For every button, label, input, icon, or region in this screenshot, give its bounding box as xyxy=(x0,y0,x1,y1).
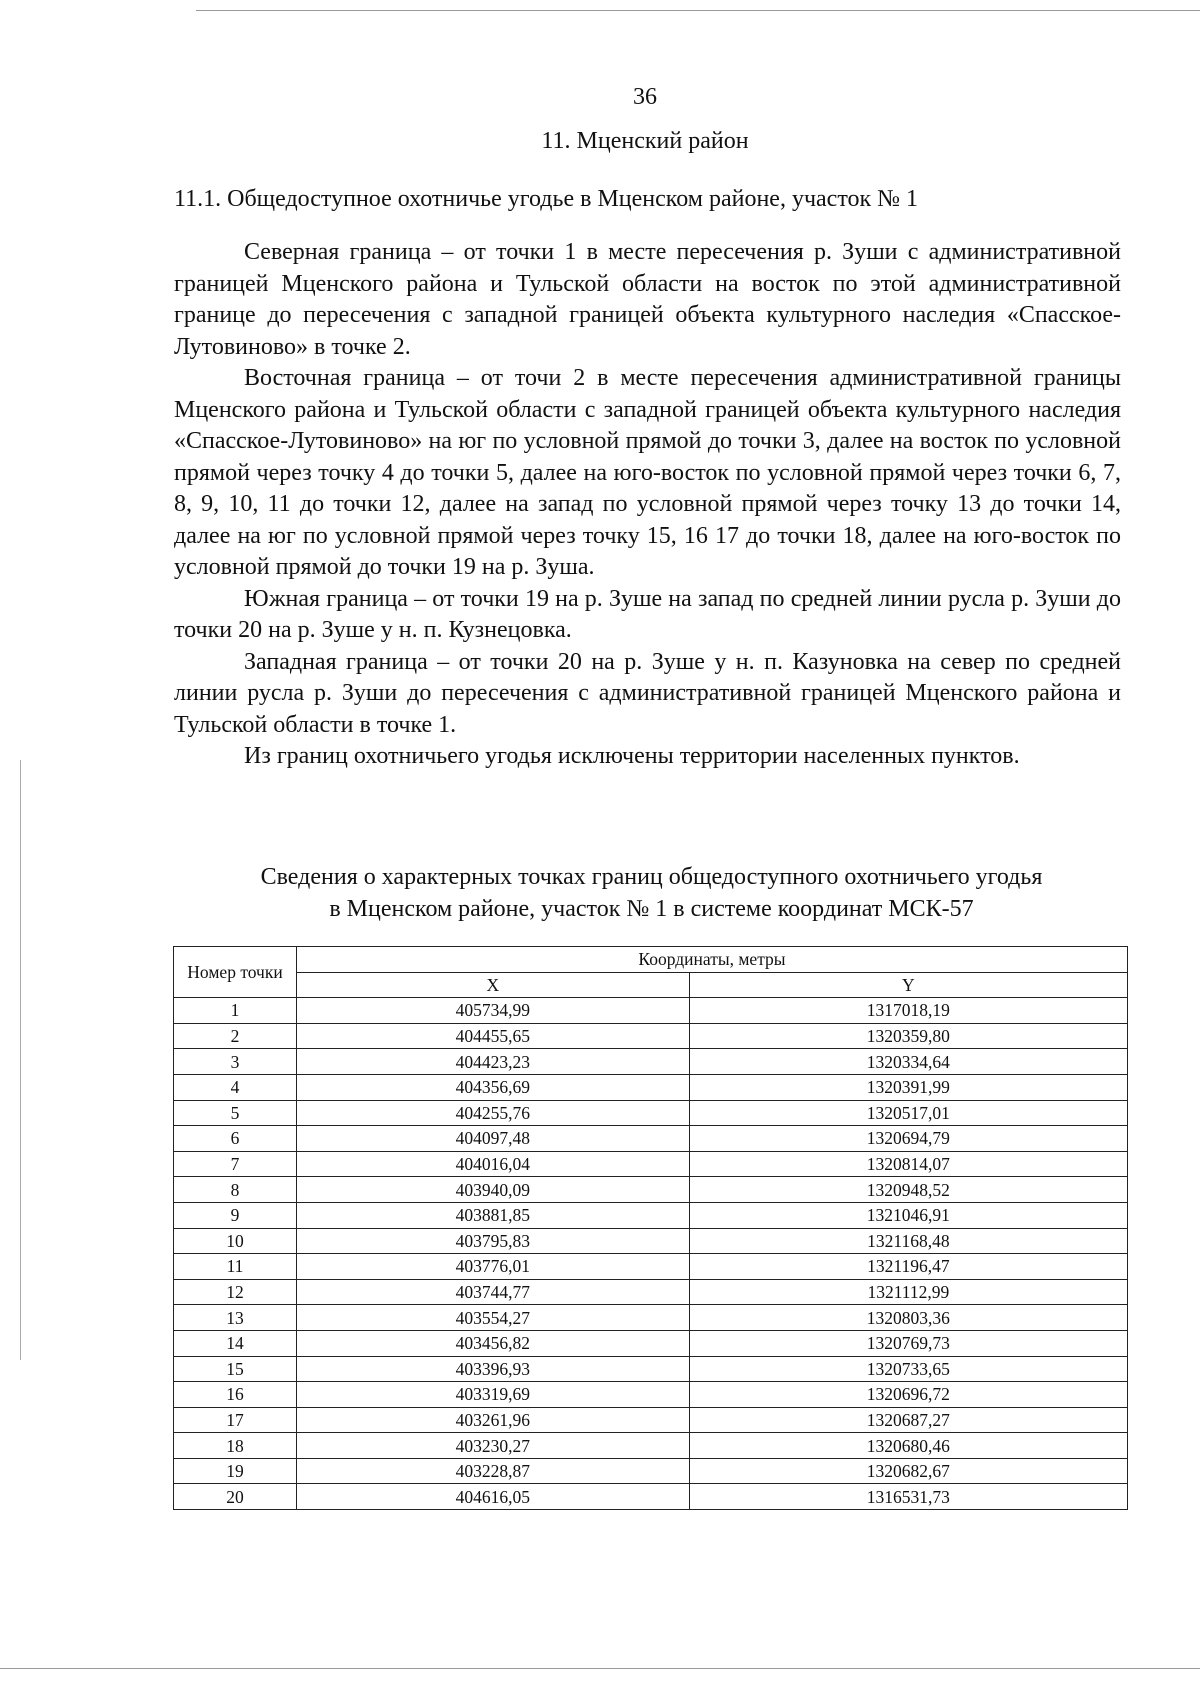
cell-point-number: 5 xyxy=(174,1100,297,1126)
cell-point-number: 17 xyxy=(174,1407,297,1433)
cell-x: 403228,87 xyxy=(297,1458,690,1484)
cell-point-number: 4 xyxy=(174,1074,297,1100)
cell-y: 1320517,01 xyxy=(689,1100,1127,1126)
scan-edge-top xyxy=(196,10,1200,11)
table-row xyxy=(174,1151,1128,1177)
cell-point-number: 18 xyxy=(174,1433,297,1459)
cell-y: 1316531,73 xyxy=(689,1484,1127,1510)
boundary-description xyxy=(174,237,1121,773)
table-caption-line-2: в Мценском районе, участок № 1 в системе координат МСК-57 xyxy=(329,895,974,922)
table-row xyxy=(174,1407,1128,1433)
table-row xyxy=(174,1228,1128,1254)
coordinates-table xyxy=(173,946,1128,1510)
cell-y: 1320803,36 xyxy=(689,1305,1127,1331)
cell-x: 404255,76 xyxy=(297,1100,690,1126)
paragraph-west-boundary: Западная граница – от точки 20 на р. Зуше у н. п. Казуновка на север по средней линии русла р. Зуши до пересечения с административной границей Мценского района и Тульской области в точке 1. xyxy=(174,648,1121,738)
table-row xyxy=(174,1254,1128,1280)
paragraph-east-boundary: Восточная граница – от точи 2 в месте пересечения административной границы Мценского района и Тульской области с западной границей объекта культурного наследия «Спасское-Лутовиново» на юг по условной прямой до точки 3, далее на восток по условной прямой через точку 4 до точки 5, далее на юго-восток по условной прямой через точки 6, 7, 8, 9, 10, 11 до точки 12, далее на запад по условной прямой через точку 13 до точки 14, далее на юг по условной прямой через точку 15, 16 17 до точки 18, далее на юго-восток по условной прямой до точки 19 на р. Зуша. xyxy=(174,365,1121,580)
subsection-title: 11.1. Общедоступное охотничье угодье в Мценском районе, участок № 1 xyxy=(174,186,919,212)
cell-point-number: 7 xyxy=(174,1151,297,1177)
table-row xyxy=(174,1484,1128,1510)
cell-x: 403795,83 xyxy=(297,1228,690,1254)
cell-y: 1320948,52 xyxy=(689,1177,1127,1203)
table-row xyxy=(174,1100,1128,1126)
cell-x: 405734,99 xyxy=(297,998,690,1024)
scan-edge-bottom xyxy=(0,1668,1200,1669)
table-row xyxy=(174,1126,1128,1152)
cell-x: 403230,27 xyxy=(297,1433,690,1459)
cell-point-number: 10 xyxy=(174,1228,297,1254)
paragraph-exclusions: Из границ охотничьего угодья исключены территории населенных пунктов. xyxy=(244,743,1020,769)
cell-x: 404016,04 xyxy=(297,1151,690,1177)
cell-y: 1320334,64 xyxy=(689,1049,1127,1075)
coordinates-table-body xyxy=(174,998,1128,1510)
cell-y: 1320682,67 xyxy=(689,1458,1127,1484)
cell-x: 403396,93 xyxy=(297,1356,690,1382)
table-row xyxy=(174,998,1128,1024)
table-caption xyxy=(174,862,1129,925)
cell-x: 404616,05 xyxy=(297,1484,690,1510)
page-number: 36 xyxy=(633,84,657,110)
cell-y: 1320733,65 xyxy=(689,1356,1127,1382)
cell-point-number: 16 xyxy=(174,1382,297,1408)
cell-point-number: 1 xyxy=(174,998,297,1024)
cell-x: 403319,69 xyxy=(297,1382,690,1408)
cell-y: 1321112,99 xyxy=(689,1279,1127,1305)
cell-point-number: 6 xyxy=(174,1126,297,1152)
table-row xyxy=(174,1074,1128,1100)
table-row xyxy=(174,1305,1128,1331)
cell-y: 1320769,73 xyxy=(689,1330,1127,1356)
cell-x: 403261,96 xyxy=(297,1407,690,1433)
cell-x: 404356,69 xyxy=(297,1074,690,1100)
table-row xyxy=(174,1433,1128,1459)
cell-y: 1320359,80 xyxy=(689,1023,1127,1049)
cell-point-number: 19 xyxy=(174,1458,297,1484)
cell-point-number: 15 xyxy=(174,1356,297,1382)
cell-x: 403554,27 xyxy=(297,1305,690,1331)
cell-x: 403456,82 xyxy=(297,1330,690,1356)
cell-y: 1321046,91 xyxy=(689,1202,1127,1228)
table-row xyxy=(174,1458,1128,1484)
cell-y: 1317018,19 xyxy=(689,998,1127,1024)
header-x: X xyxy=(297,972,690,998)
cell-point-number: 12 xyxy=(174,1279,297,1305)
cell-y: 1320680,46 xyxy=(689,1433,1127,1459)
cell-point-number: 13 xyxy=(174,1305,297,1331)
table-row xyxy=(174,1279,1128,1305)
table-row xyxy=(174,1023,1128,1049)
cell-x: 403940,09 xyxy=(297,1177,690,1203)
cell-y: 1320687,27 xyxy=(689,1407,1127,1433)
table-row xyxy=(174,1382,1128,1408)
cell-y: 1320814,07 xyxy=(689,1151,1127,1177)
table-caption-line-1: Сведения о характерных точках границ общедоступного охотничьего угодья xyxy=(260,864,1043,890)
scan-edge-left xyxy=(20,760,21,1360)
cell-point-number: 11 xyxy=(174,1254,297,1280)
cell-x: 404423,23 xyxy=(297,1049,690,1075)
cell-point-number: 9 xyxy=(174,1202,297,1228)
cell-y: 1321196,47 xyxy=(689,1254,1127,1280)
cell-x: 403881,85 xyxy=(297,1202,690,1228)
cell-x: 403744,77 xyxy=(297,1279,690,1305)
paragraph-south-boundary: Южная граница – от точки 19 на р. Зуше на запад по средней линии русла р. Зуши до точки 20 на р. Зуше у н. п. Кузнецовка. xyxy=(174,585,1121,643)
paragraph-north-boundary: Северная граница – от точки 1 в месте пересечения р. Зуши с административной границей Мценского района и Тульской области на восток по этой административной границе до пересечения с западной границей объекта культурного наследия «Спасское-Лутовиново» в точке 2. xyxy=(174,239,1121,360)
cell-point-number: 20 xyxy=(174,1484,297,1510)
cell-point-number: 14 xyxy=(174,1330,297,1356)
cell-y: 1320391,99 xyxy=(689,1074,1127,1100)
table-row xyxy=(174,1049,1128,1075)
cell-x: 404097,48 xyxy=(297,1126,690,1152)
cell-y: 1321168,48 xyxy=(689,1228,1127,1254)
header-point-number: Номер точки xyxy=(174,947,297,998)
table-row xyxy=(174,1330,1128,1356)
cell-point-number: 3 xyxy=(174,1049,297,1075)
cell-y: 1320696,72 xyxy=(689,1382,1127,1408)
cell-y: 1320694,79 xyxy=(689,1126,1127,1152)
table-row xyxy=(174,1202,1128,1228)
cell-x: 403776,01 xyxy=(297,1254,690,1280)
section-title: 11. Мценский район xyxy=(541,128,749,154)
cell-point-number: 8 xyxy=(174,1177,297,1203)
cell-x: 404455,65 xyxy=(297,1023,690,1049)
table-row xyxy=(174,1177,1128,1203)
header-coordinates: Координаты, метры xyxy=(297,947,1128,973)
cell-point-number: 2 xyxy=(174,1023,297,1049)
table-row xyxy=(174,1356,1128,1382)
header-y: Y xyxy=(689,972,1127,998)
